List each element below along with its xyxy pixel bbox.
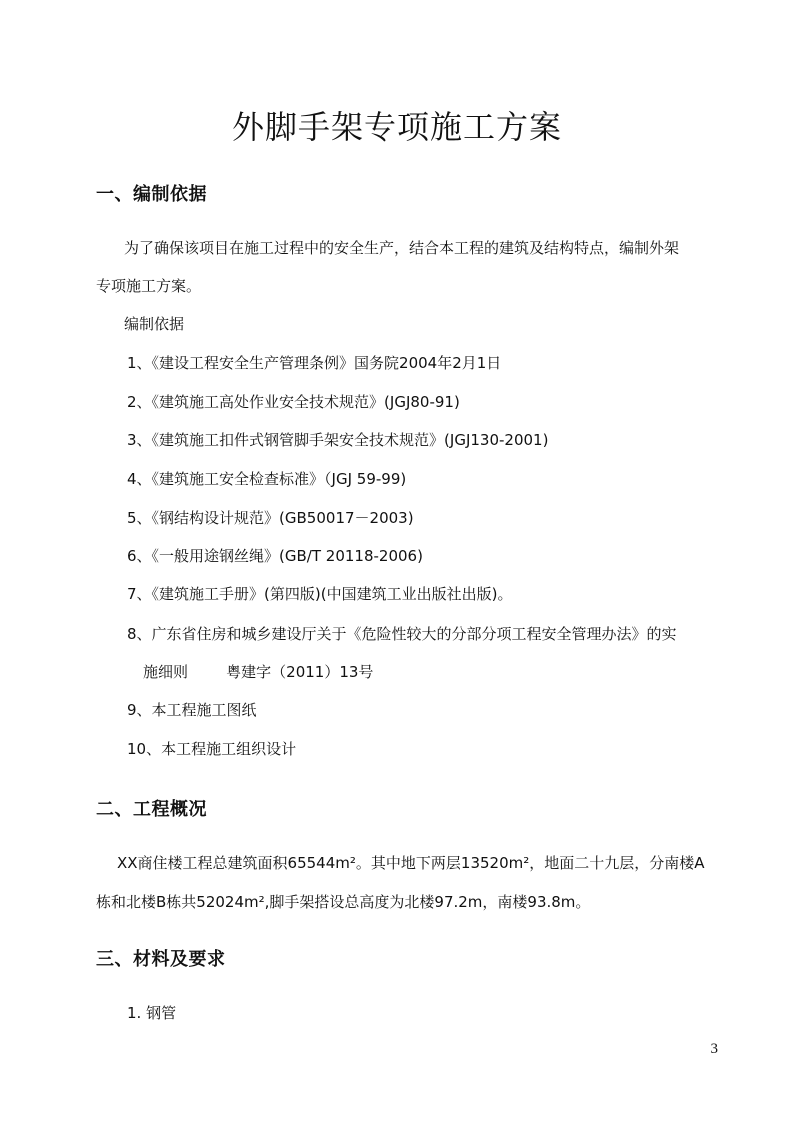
- list-item: 6、《一般用途钢丝绳》(GB/T 20118-2006): [127, 547, 423, 565]
- list-item: 4、《建筑施工安全检查标准》（JGJ 59-99): [127, 470, 407, 488]
- page-number: 3: [710, 1041, 718, 1057]
- list-item: 5、《钢结构设计规范》(GB50017－2003): [127, 509, 414, 527]
- document-title: 外脚手架专项施工方案: [231, 108, 562, 146]
- list-item: 2、《建筑施工高处作业安全技术规范》(JGJ80-91): [127, 393, 460, 411]
- list-item: 1. 钢管: [127, 1004, 177, 1022]
- paragraph: XX商住楼工程总建筑面积65544m²。其中地下两层13520m²，地面二十九层，分南楼A: [117, 854, 705, 872]
- section-heading-overview: 二、工程概况: [96, 799, 207, 820]
- paragraph: 栋和北楼B栋共52024m²,脚手架搭设总高度为北楼97.2m，南楼93.8m。: [96, 893, 591, 911]
- paragraph: 编制依据: [124, 315, 185, 333]
- paragraph: 为了确保该项目在施工过程中的安全生产，结合本工程的建筑及结构特点，编制外架: [124, 239, 680, 257]
- list-item: 7、《建筑施工手册》(第四版)(中国建筑工业出版社出版)。: [127, 585, 513, 603]
- section-heading-basis: 一、编制依据: [96, 184, 207, 205]
- list-item: 3、《建筑施工扣件式钢管脚手架安全技术规范》(JGJ130-2001): [127, 431, 549, 449]
- list-item-continuation: 施细则 粤建字（2011）13号: [143, 663, 374, 681]
- section-heading-materials: 三、材料及要求: [96, 949, 226, 970]
- list-item: 8、广东省住房和城乡建设厅关于《危险性较大的分部分项工程安全管理办法》的实: [127, 625, 677, 643]
- list-item: 10、本工程施工组织设计: [127, 740, 297, 758]
- list-item: 9、本工程施工图纸: [127, 701, 257, 719]
- list-item: 1、《建设工程安全生产管理条例》国务院2004年2月1日: [127, 354, 502, 372]
- paragraph: 专项施工方案。: [96, 277, 202, 295]
